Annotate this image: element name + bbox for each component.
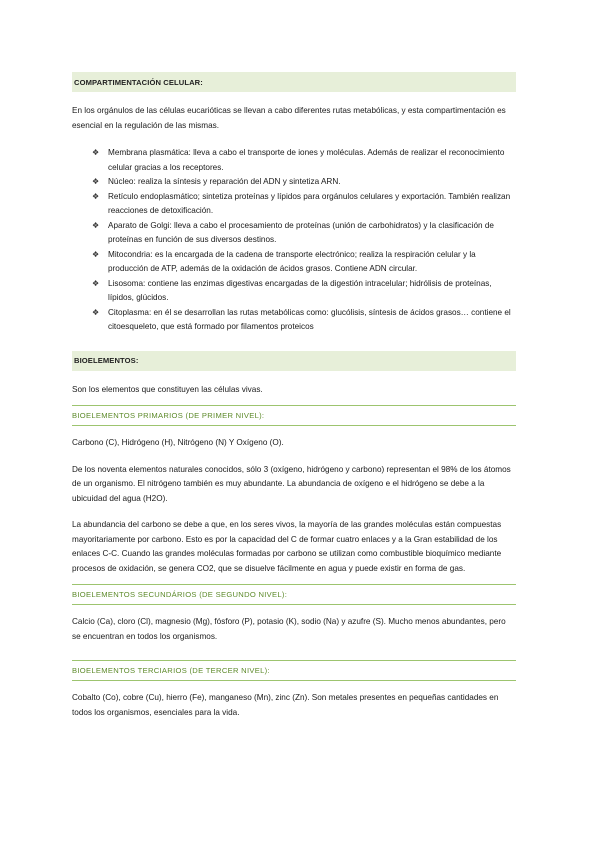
compartimentacion-intro: En los orgánulos de las células eucarióticas se llevan a cabo diferentes rutas metabólicas, y esta compartimentación es esencial en la regulación de las mismas. (72, 106, 506, 130)
list-item: ❖ Citoplasma: en él se desarrollan las rutas metabólicas como: glucólisis, síntesis de ácidos grasos… contiene el citoesqueleto, que está formado por filamentos proteicos (92, 307, 511, 331)
diamond-bullet-icon: ❖ (92, 191, 100, 201)
primarios-paragraph-abundance: De los noventa elementos naturales conocidos, sólo 3 (oxígeno, hidrógeno y carbono) representan el 98% de los átomos de un organismo. El nitrógeno también es muy abundante. La abundancia de oxígeno e el hidrógeno se debe a la ubicuidad del agua (H2O). (72, 464, 511, 503)
organelle-list (72, 146, 516, 335)
terciarios-paragraph: Cobalto (Co), cobre (Cu), hierro (Fe), manganeso (Mn), zinc (Zn). Son metales presentes en pequeñas cantidades en todos los organismos, esenciales para la vida. (72, 693, 499, 717)
list-item: ❖ Lisosoma: contiene las enzimas digestivas encargadas de la digestión intracelular; hidrólisis de proteínas, lípidos, glúcidos. (92, 278, 492, 302)
list-item: ❖ Mitocondria: es la encargada de la cadena de transporte electrónico; realiza la respiración celular y la producción de ATP, además de la oxidación de ácidos grasos. Contiene ADN circular. (92, 249, 476, 273)
divider (72, 584, 516, 585)
list-item: ❖ Retículo endoplasmático; sintetiza proteínas y lípidos para orgánulos celulares y exportación. También realizan reacciones de detoxificación. (92, 191, 511, 215)
divider (72, 660, 516, 661)
secundarios-paragraph: Calcio (Ca), cloro (Cl), magnesio (Mg), fósforo (P), potasio (K), sodio (Na) y azufre (S). Mucho menos abundantes, pero se encuentran en todos los organismos. (72, 617, 506, 641)
bioelementos-intro: Son los elementos que constituyen las células vivas. (72, 384, 263, 394)
list-item: ❖ Núcleo: realiza la síntesis y reparación del ADN y sintetiza ARN. (72, 175, 516, 190)
section-header-bioelementos: BIOELEMENTOS: (72, 351, 516, 371)
document-page (72, 72, 516, 720)
diamond-bullet-icon: ❖ (92, 278, 100, 288)
subheader-secundarios: BIOELEMENTOS SECUNDÁRIOS (DE SEGUNDO NIVEL): (72, 588, 516, 605)
list-item: ❖ Membrana plasmática: lleva a cabo el transporte de iones y moléculas. Además de realizar el reconocimiento celular gracias a los receptores. (92, 148, 505, 172)
divider (72, 405, 516, 406)
subheader-primarios: BIOELEMENTOS PRIMARIOS (DE PRIMER NIVEL): (72, 409, 516, 426)
diamond-bullet-icon: ❖ (92, 148, 100, 157)
diamond-bullet-icon: ❖ (92, 177, 100, 186)
diamond-bullet-icon: ❖ (92, 220, 100, 230)
list-item: ❖ Aparato de Golgi: lleva a cabo el procesamiento de proteínas (unión de carbohidratos) y la clasificación de proteínas en función de sus diversos destinos. (92, 220, 494, 244)
primarios-elements: Carbono (C), Hidrógeno (H), Nitrógeno (N) Y Oxígeno (O). (72, 438, 284, 447)
section-header-compartimentacion: COMPARTIMENTACIÓN CELULAR: (72, 72, 516, 92)
subheader-terciarios: BIOELEMENTOS TERCIARIOS (DE TERCER NIVEL): (72, 664, 516, 681)
diamond-bullet-icon: ❖ (92, 307, 100, 317)
primarios-paragraph-carbon: La abundancia del carbono se debe a que, en los seres vivos, la mayoría de las grandes moléculas están compuestas mayoritariamente por carbono. Esto es por la capacidad del C de formar cuatro enlaces y a la Gran estabilidad de los enlaces C-C. Cuando las grandes moléculas formadas por carbono se utilizan como combustible bioquímico mediante procesos de oxidación, se genera CO2, que se disuelve fácilmente en agua y puede existir en forma de gas. (72, 520, 502, 573)
diamond-bullet-icon: ❖ (92, 249, 100, 259)
